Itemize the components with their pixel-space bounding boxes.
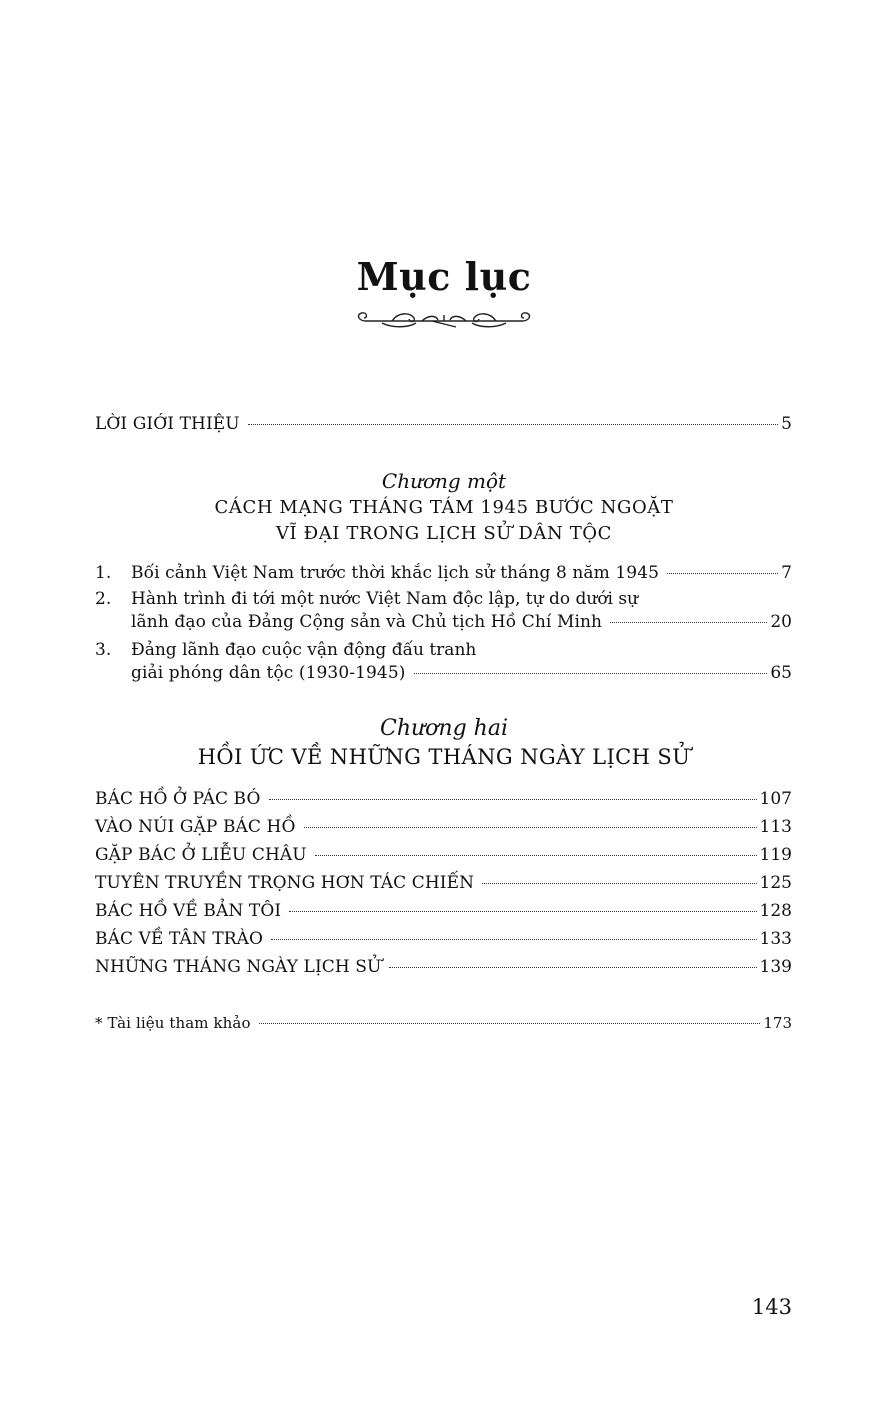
toc-entry-ch1-item-2[interactable] xyxy=(131,610,792,634)
toc-entry-label: giải phóng dân tộc (1930-1945) xyxy=(131,663,406,683)
toc-entry-ch1-item-3[interactable] xyxy=(131,661,792,685)
chapter-1-heading-line2: VĨ ĐẠI TRONG LỊCH SỬ DÂN TỘC xyxy=(275,523,613,544)
toc-entry-label: lãnh đạo của Đảng Cộng sản và Chủ tịch Hồ Chí Minh xyxy=(131,612,603,632)
toc-entry-page: 7 xyxy=(781,563,792,583)
chapter-2-heading: HỒI ỨC VỀ NHỮNG THÁNG NGÀY LỊCH SỬ xyxy=(197,745,691,769)
toc-entry-page: 139 xyxy=(759,957,792,977)
toc-entry-label: BÁC VỀ TÂN TRÀO xyxy=(95,929,264,949)
toc-entry-page: 65 xyxy=(770,663,792,683)
dot-leader xyxy=(482,882,756,884)
toc-entry-label-line1[interactable]: Đảng lãnh đạo cuộc vận động đấu tranh xyxy=(131,640,477,660)
toc-item-number: 2. xyxy=(95,589,112,609)
chapter-2-title: Chương hai xyxy=(380,716,508,741)
toc-entry-ch2-item-7[interactable] xyxy=(95,955,792,979)
toc-entry-ch2-item-1[interactable] xyxy=(95,787,792,811)
toc-entry-page: 113 xyxy=(759,817,792,837)
chapter-1-heading-line1: CÁCH MẠNG THÁNG TÁM 1945 BƯỚC NGOẶT xyxy=(214,497,674,518)
toc-entry-label: TUYÊN TRUYỀN TRỌNG HƠN TÁC CHIẾN xyxy=(95,873,475,893)
dot-leader xyxy=(271,938,756,940)
toc-entry-page: 133 xyxy=(759,929,792,949)
chapter-1-title: Chương một xyxy=(381,469,507,493)
dot-leader xyxy=(315,854,757,856)
dot-leader xyxy=(259,1022,761,1024)
dot-leader xyxy=(389,966,756,968)
toc-entry-page: 107 xyxy=(759,789,792,809)
toc-entry-ch2-item-6[interactable] xyxy=(95,927,792,951)
toc-entry-label: BÁC HỒ Ở PÁC BÓ xyxy=(95,789,261,809)
toc-entry-label: GẶP BÁC Ở LIỄU CHÂU xyxy=(95,845,307,865)
toc-entry-page: 5 xyxy=(781,414,792,434)
toc-entry-ch1-item-1[interactable] xyxy=(131,561,792,585)
toc-entry-references[interactable] xyxy=(95,1011,792,1035)
page-title: Mục lục xyxy=(356,254,532,299)
toc-entry-page: 119 xyxy=(759,845,792,865)
toc-entry-page: 125 xyxy=(759,873,792,893)
dot-leader xyxy=(289,910,756,912)
toc-entry-label-line1[interactable]: Hành trình đi tới một nước Việt Nam độc lập, tự do dưới sự xyxy=(131,589,639,609)
dot-leader xyxy=(414,672,768,674)
toc-entry-label: LỜI GIỚI THIỆU xyxy=(95,414,240,434)
toc-entry-intro[interactable] xyxy=(95,412,792,436)
toc-entry-ch2-item-5[interactable] xyxy=(95,899,792,923)
title-ornament xyxy=(352,306,536,332)
toc-entry-label: NHỮNG THÁNG NGÀY LỊCH SỬ xyxy=(95,957,382,977)
toc-entry-ch2-item-4[interactable] xyxy=(95,871,792,895)
dot-leader xyxy=(667,572,778,574)
toc-entry-ch2-item-2[interactable] xyxy=(95,815,792,839)
dot-leader xyxy=(248,423,778,425)
toc-item-number: 1. xyxy=(95,563,112,583)
toc-entry-label: VÀO NÚI GẶP BÁC HỒ xyxy=(95,817,296,837)
toc-entry-page: 173 xyxy=(763,1014,792,1032)
dot-leader xyxy=(610,621,767,623)
toc-entry-label: * Tài liệu tham khảo xyxy=(95,1014,251,1032)
page-number: 143 xyxy=(751,1295,792,1319)
dot-leader xyxy=(269,798,757,800)
toc-entry-label: BÁC HỒ VỀ BẢN TÔI xyxy=(95,901,282,921)
toc-entry-page: 128 xyxy=(759,901,792,921)
toc-item-number: 3. xyxy=(95,640,112,660)
dot-leader xyxy=(304,826,757,828)
toc-entry-ch2-item-3[interactable] xyxy=(95,843,792,867)
toc-entry-label: Bối cảnh Việt Nam trước thời khắc lịch sử tháng 8 năm 1945 xyxy=(131,563,660,583)
toc-entry-page: 20 xyxy=(770,612,792,632)
